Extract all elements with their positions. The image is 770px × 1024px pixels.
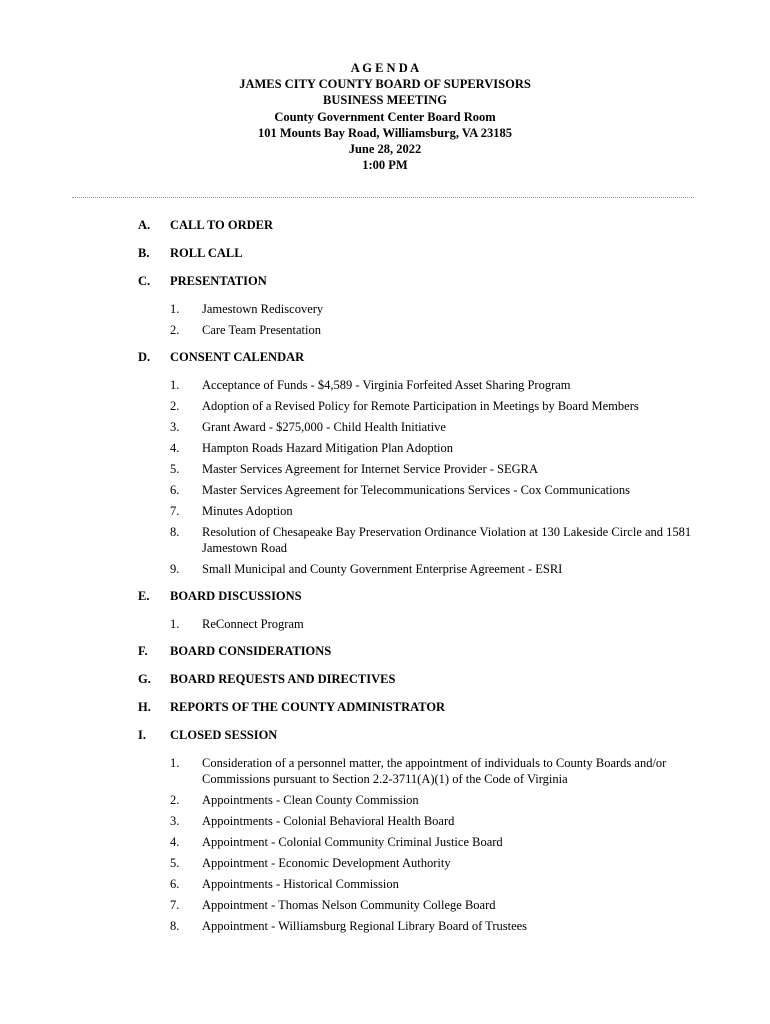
item-text: Appointment - Thomas Nelson Community College Board [202,898,496,912]
item-number: 5. [170,856,180,870]
item-text: Appointment - Colonial Community Criminal Justice Board [202,835,503,849]
section-consent-calendar [0,349,770,369]
item-text: Consideration of a personnel matter, the appointment of individuals to County Boards and/or Commissions pursuant to Section 2.2-3711(A)(1) of the Code of Virginia [202,756,667,786]
item-number: 6. [170,483,180,497]
item-text: Master Services Agreement for Telecommunications Services - Cox Communications [202,483,630,497]
section-title: BOARD DISCUSSIONS [170,589,302,603]
section-board-requests [0,671,770,691]
list-item [0,301,770,317]
item-text: Appointment - Williamsburg Regional Library Board of Trustees [202,919,528,933]
list-item [0,461,770,477]
list-item [0,524,770,556]
item-number: 2. [170,793,180,807]
list-item [0,398,770,414]
list-item [0,419,770,435]
header-divider [72,197,694,198]
item-text: Adoption of a Revised Policy for Remote Participation in Meetings by Board Members [202,399,639,413]
section-letter: H. [138,700,151,714]
section-reports-administrator [0,699,770,719]
section-title: CALL TO ORDER [170,218,274,232]
item-number: 2. [170,399,180,413]
item-number: 9. [170,562,180,576]
section-letter: A. [138,218,151,232]
list-item [0,440,770,456]
list-item [0,616,770,632]
closed-session-items [0,747,770,945]
section-title: REPORTS OF THE COUNTY ADMINISTRATOR [170,700,446,714]
item-number: 1. [170,378,180,392]
item-number: 8. [170,919,180,933]
section-presentation [0,273,770,293]
item-number: 1. [170,302,180,316]
header-agenda-title: A G E N D A [350,61,420,75]
item-text: Resolution of Chesapeake Bay Preservation Ordinance Violation at 130 Lakeside Circle and 1581 Jamestown Road [202,525,692,555]
section-roll-call [0,245,770,265]
section-letter: B. [138,246,150,260]
section-title: PRESENTATION [170,274,267,288]
list-item [0,792,770,808]
board-discussions-items [0,608,770,643]
list-item [0,855,770,871]
list-item [0,813,770,829]
item-number: 5. [170,462,180,476]
item-number: 3. [170,420,180,434]
section-board-considerations [0,643,770,663]
list-item [0,755,770,787]
list-item [0,482,770,498]
list-item [0,322,770,338]
item-text: Appointments - Colonial Behavioral Health Board [202,814,455,828]
agenda-header [0,60,770,173]
item-number: 7. [170,504,180,518]
item-number: 3. [170,814,180,828]
section-letter: F. [138,644,148,658]
list-item [0,503,770,519]
item-text: Grant Award - $275,000 - Child Health Initiative [202,420,446,434]
section-call-to-order [0,217,770,237]
header-meeting-type: BUSINESS MEETING [323,93,447,108]
section-letter: E. [138,589,150,603]
agenda-body [0,217,770,945]
presentation-items [0,293,770,349]
header-board-name: JAMES CITY COUNTY BOARD OF SUPERVISORS [239,77,531,92]
item-text: Care Team Presentation [202,323,321,337]
item-text: Jamestown Rediscovery [202,302,324,316]
list-item [0,876,770,892]
section-letter: G. [138,672,151,686]
section-title: ROLL CALL [170,246,243,260]
list-item [0,377,770,393]
header-time: 1:00 PM [362,158,408,173]
item-text: Acceptance of Funds - $4,589 - Virginia Forfeited Asset Sharing Program [202,378,571,392]
consent-calendar-items [0,369,770,588]
item-number: 1. [170,617,180,631]
section-title: CLOSED SESSION [170,728,278,742]
header-location: County Government Center Board Room [274,109,496,124]
item-text: Hampton Roads Hazard Mitigation Plan Adoption [202,441,454,455]
item-text: Appointments - Clean County Commission [202,793,419,807]
item-text: Appointments - Historical Commission [202,877,399,891]
section-closed-session [0,727,770,747]
item-number: 4. [170,835,180,849]
header-address: 101 Mounts Bay Road, Williamsburg, VA 23185 [258,125,512,140]
item-number: 8. [170,525,180,539]
list-item [0,897,770,913]
section-title: BOARD REQUESTS AND DIRECTIVES [170,672,396,686]
item-number: 6. [170,877,180,891]
item-text: Minutes Adoption [202,504,293,518]
item-text: Master Services Agreement for Internet Service Provider - SEGRA [202,462,539,476]
section-letter: D. [138,350,151,364]
item-number: 7. [170,898,180,912]
section-letter: C. [138,274,151,288]
item-number: 4. [170,441,180,455]
item-text: Small Municipal and County Government Enterprise Agreement - ESRI [202,562,563,576]
header-date: June 28, 2022 [348,142,422,157]
item-text: ReConnect Program [202,617,304,631]
item-number: 2. [170,323,180,337]
list-item [0,918,770,934]
section-board-discussions [0,588,770,608]
item-number: 1. [170,756,180,770]
list-item [0,561,770,577]
section-title: CONSENT CALENDAR [170,350,305,364]
section-title: BOARD CONSIDERATIONS [170,644,332,658]
list-item [0,834,770,850]
item-text: Appointment - Economic Development Authority [202,856,451,870]
section-letter: I. [138,728,146,742]
